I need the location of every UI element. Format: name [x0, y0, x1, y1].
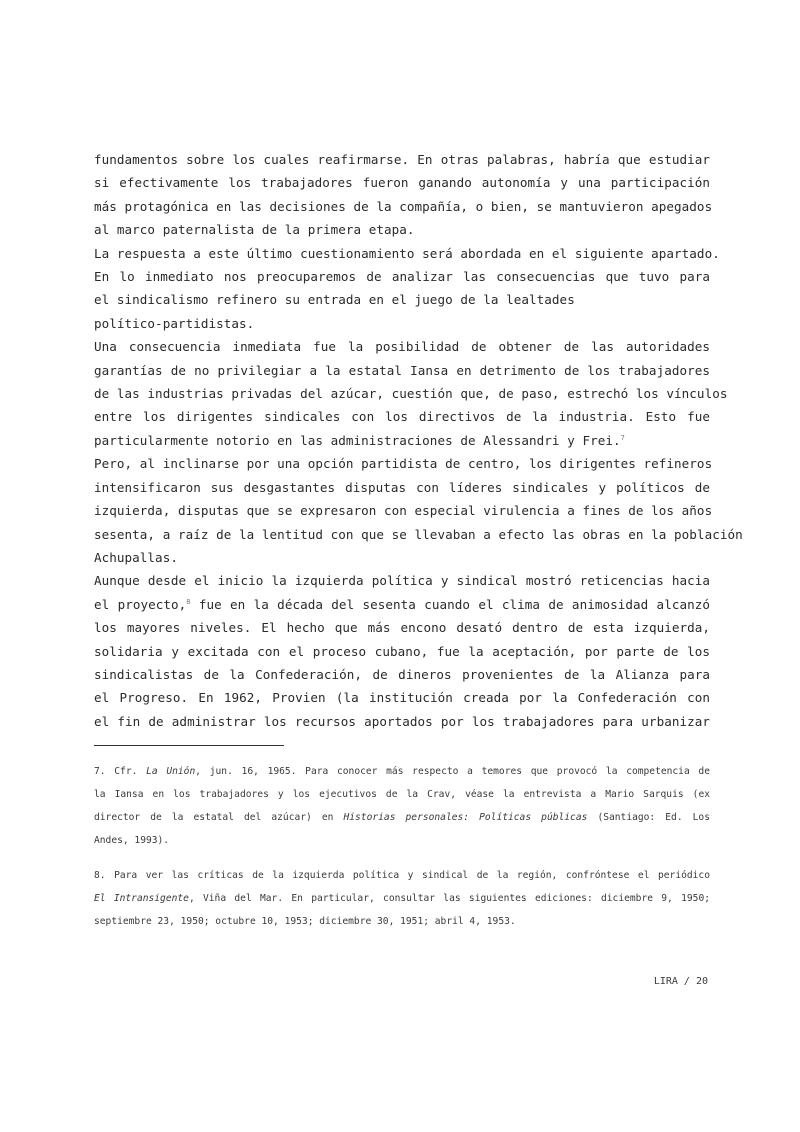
- paragraph-text: el proyecto,: [94, 596, 187, 612]
- paragraph-4: [94, 452, 743, 569]
- paragraph-line: de las industrias privadas del azúcar, cuestión que, de paso, estrechó los vínculos: [94, 386, 728, 402]
- paragraph-line: político-partidistas.: [94, 315, 255, 331]
- paragraph-line: solidaria y excitada con el proceso cubano, fue la aceptación, por parte de los: [94, 643, 710, 659]
- footnote-line: la Iansa en los trabajadores y los ejecutivos de la Crav, véase la entrevista a Mario Sarquis (ex: [94, 789, 710, 801]
- paragraph-line: izquierda, disputas que se expresaron con especial virulencia a fines de los años: [94, 503, 713, 519]
- paragraph-line: al marco paternalista de la primera etapa.: [94, 222, 415, 238]
- paragraph-line: los mayores niveles. El hecho que más encono desató dentro de esta izquierda,: [94, 620, 710, 636]
- footnote-line: 8. Para ver las críticas de la izquierda política y sindical de la región, confróntese el periódico: [94, 870, 710, 882]
- paragraph-line: garantías de no privilegiar a la estatal Iansa en detrimento de los trabajadores: [94, 362, 710, 378]
- paragraph-line: Pero, al inclinarse por una opción partidista de centro, los dirigentes refineros: [94, 456, 713, 472]
- footnote-text: , jun. 16, 1965. Para conocer más respecto a temores que provocó la competencia de: [195, 766, 710, 778]
- footnote-source-title: El Intransigente: [94, 893, 189, 905]
- footnote-divider: [94, 745, 284, 746]
- footnote-source-title: La Unión: [146, 766, 196, 778]
- paragraph-line: Achupallas.: [94, 549, 178, 565]
- footnote-line: septiembre 23, 1950; octubre 10, 1953; diciembre 30, 1951; abril 4, 1953.: [94, 916, 516, 928]
- footnote-text: 7. Cfr.: [94, 766, 147, 778]
- footnote-line: [94, 806, 710, 829]
- page-content: [94, 148, 743, 933]
- footnote-text: director de la estatal del azúcar) en: [94, 812, 344, 824]
- paragraph-line: intensificaron sus desgastantes disputas con líderes sindicales y políticos de: [94, 479, 710, 495]
- paragraph-5: [94, 569, 710, 733]
- paragraph-line: La respuesta a este último cuestionamiento será abordada en el siguiente apartado.: [94, 245, 720, 261]
- paragraph-line: si efectivamente los trabajadores fueron ganando autonomía y una participación: [94, 175, 710, 191]
- paragraph-line: entre los dirigentes sindicales con los directivos de la industria. Esto fue: [94, 409, 710, 425]
- footnote-8: [94, 864, 710, 933]
- paragraph-text: particularmente notorio en las administraciones de Alessandri y Frei.: [94, 432, 621, 448]
- footnote-source-title: Historias personales: Políticas públicas: [343, 812, 588, 824]
- paragraph-line: sesenta, a raíz de la lentitud con que se llevaban a efecto las obras en la población: [94, 526, 743, 542]
- paragraph-1: [94, 148, 713, 242]
- paragraph-line: el fin de administrar los recursos aportados por los trabajadores para urbanizar: [94, 713, 710, 729]
- paragraph-line: Aunque desde el inicio la izquierda política y sindical mostró reticencias hacia: [94, 573, 710, 589]
- paragraph-3: [94, 335, 728, 452]
- footnote-text: , Viña del Mar. En particular, consultar las siguientes ediciones: diciembre 9, 1950;: [188, 893, 710, 905]
- paragraph-line: [94, 593, 710, 616]
- paragraph-line: En lo inmediato nos preocuparemos de analizar las consecuencias que tuvo para: [94, 269, 710, 285]
- footnote-line: [94, 887, 710, 910]
- paragraph-text: fue en la década del sesenta cuando el clima de animosidad alcanzó: [190, 596, 710, 612]
- paragraph-line: Una consecuencia inmediata fue la posibilidad de obtener de las autoridades: [94, 339, 710, 355]
- footnote-ref-8[interactable]: 8: [186, 597, 191, 606]
- paragraph-line: sindicalistas de la Confederación, de dineros provenientes de la Alianza para: [94, 666, 710, 682]
- footnote-text: (Santiago: Ed. Los: [587, 812, 710, 824]
- footnote-7: [94, 760, 710, 852]
- paragraph-line: fundamentos sobre los cuales reafirmarse. En otras palabras, habría que estudiar: [94, 152, 710, 167]
- paragraph-line: el sindicalismo refinero su entrada en el juego de la lealtades: [94, 292, 575, 308]
- page-number: LIRA / 20: [653, 976, 708, 987]
- paragraph-line: el Progreso. En 1962, Provien (la institución creada por la Confederación con: [94, 690, 710, 706]
- paragraph-line: más protagónica en las decisiones de la compañía, o bien, se mantuvieron apegados: [94, 198, 713, 214]
- footnote-line: [94, 760, 710, 783]
- paragraph-2: [94, 242, 720, 336]
- footnote-line: Andes, 1993).: [94, 835, 170, 847]
- paragraph-line: [94, 429, 710, 452]
- footnote-ref-7[interactable]: 7: [620, 433, 625, 442]
